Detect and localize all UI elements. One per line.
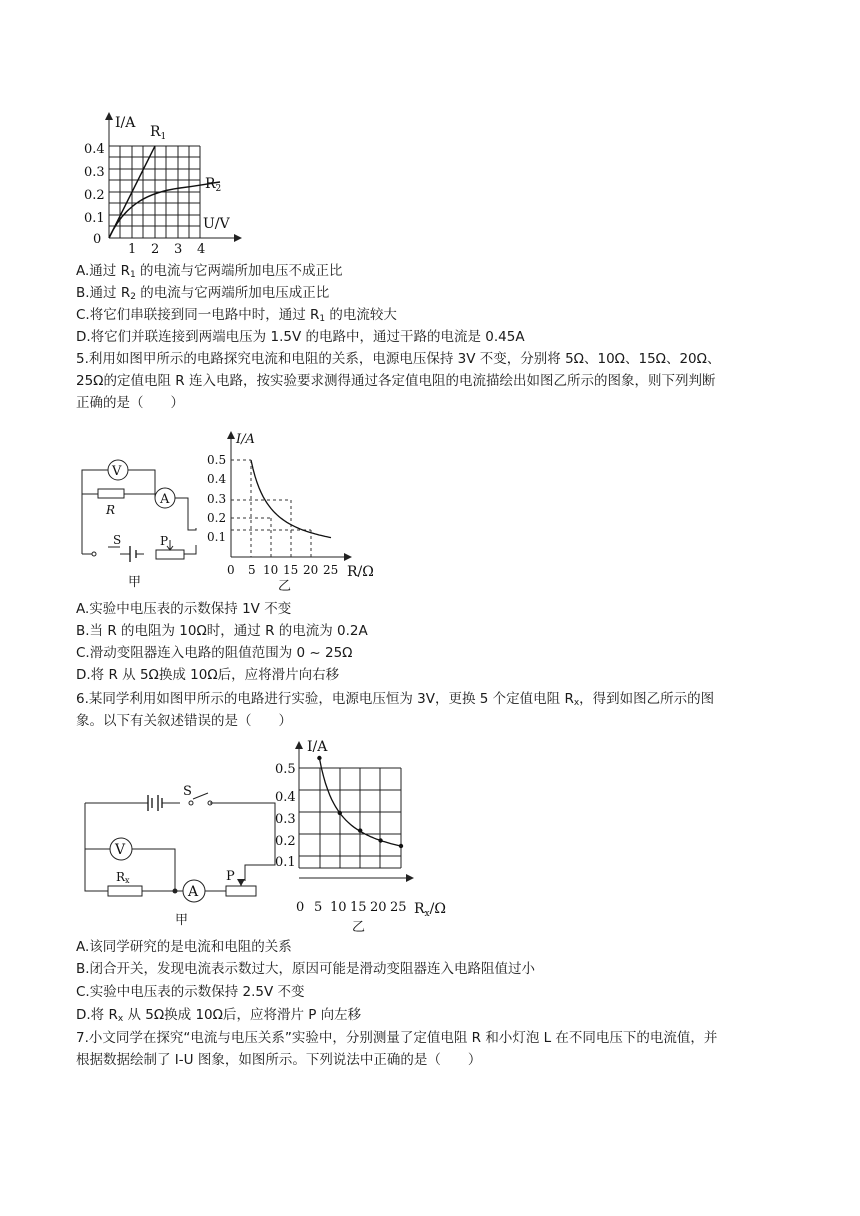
- q6-x-tick: 25: [390, 900, 407, 915]
- q4-x-arrow: [234, 234, 242, 242]
- q5-x-axis-label: R/Ω: [347, 564, 374, 580]
- q5-x-tick: 20: [303, 563, 319, 577]
- q5-y-axis-label: I/A: [236, 432, 255, 447]
- q6-circuit-diagram: [80, 785, 265, 935]
- q6-x-tick: 5: [314, 900, 323, 915]
- q5-stem-line-3: 正确的是（ ）: [76, 395, 184, 411]
- q5-option-b: B.当 R 的电阻为 10Ω时，通过 R 的电流为 0.2A: [76, 623, 368, 639]
- svg-text:S: S: [183, 784, 192, 799]
- q5-rheostat: [156, 550, 184, 559]
- q6-y-tick: 0.4: [275, 790, 296, 805]
- q6-y-arrow: [295, 741, 303, 749]
- q5-y-tick: 0.2: [207, 511, 227, 525]
- q4-option-a: A.通过 $R_1$ 的电流与它两端所加电压不成正比: [76, 263, 343, 280]
- q6-junction: [173, 889, 178, 894]
- data-point: [317, 756, 321, 760]
- q4-y-tick: 0.1: [84, 211, 105, 226]
- q6-stem-line-1: 6.某同学利用如图甲所示的电路进行实验，电源电压恒为 3V，更换 5 个定值电阻 $R_x$，得到如图乙所示的图: [76, 691, 715, 708]
- q6-y-tick: 0.2: [275, 834, 296, 849]
- q4-origin: 0: [93, 232, 102, 247]
- q6-option-c: C.实验中电压表的示数保持 2.5V 不变: [76, 984, 305, 1000]
- svg-text:S: S: [113, 533, 122, 547]
- q5-stem-line-2: 25Ω的定值电阻 R 连入电路，按实验要求测得通过各定值电阻的电流描绘出如图乙所示的图象，则下列判断: [76, 373, 716, 389]
- q6-x-tick: 15: [350, 900, 367, 915]
- q5-y-tick: 0.3: [207, 492, 227, 506]
- q5-y-tick: 0.1: [207, 530, 227, 544]
- q6-x-arrow: [406, 874, 414, 882]
- q5-graph-caption: 乙: [278, 579, 292, 594]
- q4-y-tick: 0.3: [84, 165, 105, 180]
- q5-circuit-diagram: [78, 450, 208, 590]
- q7-stem-line-2: 根据数据绘制了 I-U 图象，如图所示。下列说法中正确的是（ ）: [76, 1052, 482, 1068]
- q6-x-tick: 20: [370, 900, 387, 915]
- q6-y-axis-label: I/A: [307, 739, 328, 755]
- q4-x-tick: 4: [197, 242, 206, 257]
- q5-circuit-caption: 甲: [128, 575, 142, 590]
- q6-x-tick: 10: [330, 900, 347, 915]
- q6-y-tick: 0.1: [275, 855, 296, 870]
- svg-text:A: A: [188, 884, 199, 900]
- q6-option-a: A.该同学研究的是电流和电阻的关系: [76, 939, 292, 955]
- q5-stem-line-1: 5.利用如图甲所示的电路探究电流和电阻的关系，电源电压保持 3V 不变，分别将 5Ω、10Ω、15Ω、20Ω、: [76, 351, 721, 367]
- q5-option-c: C.滑动变阻器连入电路的阻值范围为 0 ~ 25Ω: [76, 645, 353, 661]
- q6-resistor-label: Rx: [116, 870, 130, 885]
- q6-option-b: B.闭合开关，发现电流表示数过大，原因可能是滑动变阻器连入电路阻值过小: [76, 961, 536, 977]
- q4-x-tick: 2: [151, 242, 160, 257]
- q4-iu-graph: [80, 108, 250, 258]
- q5-ir-graph: [205, 425, 390, 595]
- q6-switch-left: [189, 801, 193, 805]
- q5-x-tick: 15: [283, 563, 299, 577]
- q6-stem-line-2: 象。以下有关叙述错误的是（ ）: [76, 713, 292, 729]
- q4-x-tick: 3: [174, 242, 183, 257]
- q5-x-tick: 25: [323, 563, 339, 577]
- q4-y-axis-label: I/A: [115, 115, 136, 131]
- q6-rheostat: [226, 886, 256, 896]
- q4-y-arrow: [105, 112, 113, 120]
- q5-x-tick: 5: [248, 563, 256, 577]
- q6-circuit-caption: 甲: [175, 913, 189, 928]
- q4-option-c: C.将它们串联接到同一电路中时，通过 $R_1$ 的电流较大: [76, 307, 397, 324]
- q7-stem-line-1: 7.小文同学在探究“电流与电压关系”实验中，分别测量了定值电阻 R 和小灯泡 L 在不同电压下的电流值，并: [76, 1030, 718, 1046]
- q5-y-tick: 0.5: [207, 453, 227, 467]
- q5-x-tick: 10: [263, 563, 279, 577]
- q5-x-tick: 0: [227, 563, 235, 577]
- svg-text:P: P: [226, 869, 235, 884]
- q4-r2-label: $R_2$: [205, 176, 222, 194]
- q5-option-d: D.将 R 从 5Ω换成 10Ω后，应将滑片向右移: [76, 667, 340, 683]
- q6-y-tick: 0.3: [275, 812, 296, 827]
- q5-y-arrow: [227, 431, 235, 439]
- q4-r1-label: $R_1$: [150, 124, 167, 142]
- q5-x-arrow: [344, 553, 352, 561]
- q4-grid: [109, 146, 200, 238]
- svg-text:P: P: [160, 534, 169, 548]
- q6-grid: [299, 768, 401, 868]
- q5-switch-pivot: [92, 552, 96, 556]
- data-point: [338, 811, 342, 815]
- svg-text:V: V: [112, 464, 122, 479]
- data-point: [358, 828, 362, 832]
- q6-battery: [148, 795, 162, 811]
- q4-y-tick: 0.2: [84, 188, 105, 203]
- svg-text:A: A: [160, 492, 170, 507]
- q5-y-tick: 0.4: [207, 472, 227, 486]
- q4-option-d: D.将它们并联连接到两端电压为 1.5V 的电路中，通过干路的电流是 0.45A: [76, 329, 525, 345]
- q6-x-axis-label: $R_x/\Omega$: [414, 901, 446, 919]
- q6-y-tick: 0.5: [275, 762, 296, 777]
- q4-y-tick: 0.4: [84, 142, 105, 157]
- svg-text:V: V: [115, 842, 126, 858]
- q5-option-a: A.实验中电压表的示数保持 1V 不变: [76, 601, 292, 617]
- q6-graph-caption: 乙: [352, 920, 366, 935]
- q5-battery: [130, 546, 136, 562]
- data-point: [378, 838, 382, 842]
- svg-text:R: R: [106, 503, 116, 517]
- q6-x-tick: 0: [296, 900, 305, 915]
- q4-option-b: B.通过 $R_2$ 的电流与它两端所加电压成正比: [76, 285, 330, 302]
- q5-resistor-r: [98, 489, 124, 498]
- q6-irx-graph: [272, 735, 457, 935]
- q4-x-tick: 1: [128, 242, 137, 257]
- data-point: [399, 844, 403, 848]
- q6-resistor-rx: [108, 886, 142, 896]
- q6-option-d: D.将 $R_x$ 从 5Ω换成 10Ω后，应将滑片 P 向左移: [76, 1007, 362, 1024]
- q6-slider-head: [237, 879, 245, 886]
- q4-x-axis-label: U/V: [203, 216, 230, 232]
